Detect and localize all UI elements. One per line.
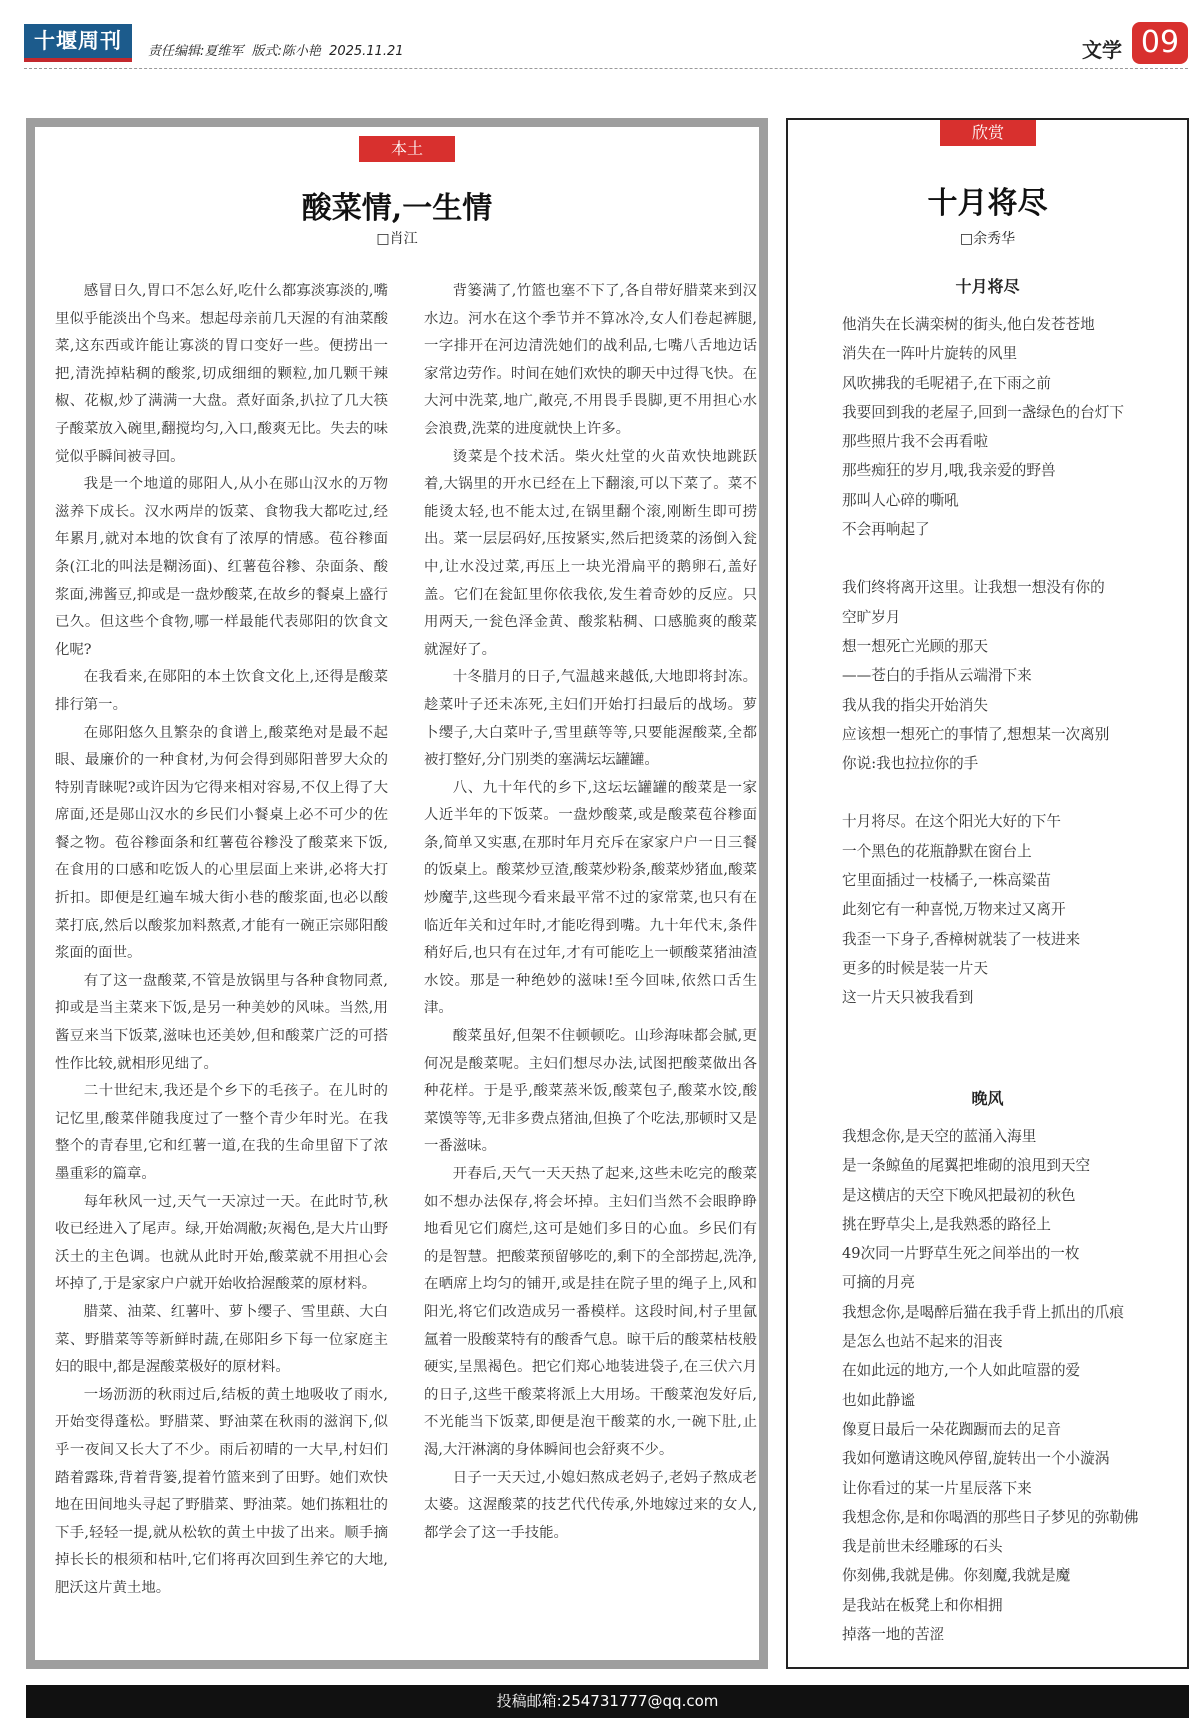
poem-title: 十月将尽 bbox=[955, 277, 1020, 296]
poem-line: 更多的时候是装一片天 bbox=[842, 959, 988, 977]
poem-line: 我从我的指尖开始消失 bbox=[842, 696, 988, 714]
article-paragraph: 背篓满了,竹篮也塞不下了,各自带好腊菜来到汉水边。河水在这个季节并不算冰冷,女人们卷起裤腿,一字排开在河边清洗她们的战利品,七嘴八舌地边话家常边劳作。时间在她们欢快的聊天中过得飞快。在大河中洗菜,地广,敞亮,不用畏手畏脚,更不用担心水会浪费,洗菜的进度就快上许多。 bbox=[424, 283, 757, 437]
article-paragraph: 感冒日久,胃口不怎么好,吃什么都寡淡寡淡的,嘴里似乎能淡出个鸟来。想起母亲前几天渥的有油菜酸菜,这东西或许能让寡淡的胃口变好一些。便捞出一把,清洗掉粘稠的酸浆,切成细细的颗粒,加几颗干辣椒、花椒,炒了满满一大盘。煮好面条,扒拉了几大筷子酸菜放入碗里,翻搅均匀,入口,酸爽无比。失去的味觉似乎瞬间被寻回。 bbox=[55, 283, 388, 465]
poem-line: 不会再响起了 bbox=[842, 521, 930, 539]
poem-line: 应该想一想死亡的事情了,想想某一次离别 bbox=[842, 725, 1110, 743]
poem-line: 那叫人心碎的嘶吼 bbox=[842, 491, 959, 509]
poem-line: 让你看过的某一片星辰落下来 bbox=[842, 1479, 1032, 1497]
poem-line: 可摘的月亮 bbox=[842, 1274, 915, 1292]
poem-line: 这一片天只被我看到 bbox=[842, 989, 974, 1007]
poem-line: 挑在野草尖上,是我熟悉的路径上 bbox=[842, 1215, 1051, 1233]
poem-line: 我想念你,是和你喝酒的那些日子梦见的弥勒佛 bbox=[842, 1508, 1139, 1526]
poem-line: 你说:我也拉拉你的手 bbox=[842, 755, 979, 773]
poem-line: 是怎么也站不起来的泪丧 bbox=[842, 1333, 1003, 1351]
poem-stanza bbox=[842, 1122, 1182, 1649]
article-byline: □肖江 bbox=[376, 231, 418, 247]
poem-line: 那些痴狂的岁月,哦,我亲爱的野兽 bbox=[842, 462, 1056, 480]
poem-body bbox=[842, 310, 1182, 1042]
poem-line: 是一条鲸鱼的尾翼把堆砌的浪甩到天空 bbox=[842, 1157, 1091, 1175]
poem-line: 此刻它有一种喜悦,万物来过又离开 bbox=[842, 901, 1066, 919]
article-paragraph: 我是一个地道的郧阳人,从小在郧山汉水的万物滋养下成长。汉水两岸的饭菜、食物我大都吃过,经年累月,就对本地的饮食有了浓厚的情感。苞谷糁面条(江北的叫法是糊汤面)、红薯苞谷糁、杂面条、酸浆面,沸酱豆,抑或是一盘炒酸菜,在故乡的餐桌上盛行已久。但这些个食物,哪一样最能代表郧阳的饮食文化呢? bbox=[55, 476, 388, 658]
layout-name: 版式:陈小艳 bbox=[251, 44, 321, 59]
poem-line: 也如此静谧 bbox=[842, 1391, 915, 1409]
poem-line: 我歪一下身子,香樟树就装了一枝进来 bbox=[842, 930, 1081, 948]
poem-line: 我们终将离开这里。让我想一想没有你的 bbox=[842, 579, 1105, 597]
header-divider bbox=[24, 68, 1188, 69]
poem-line: 49次同一片野草生死之间举出的一枚 bbox=[842, 1245, 1080, 1263]
poem-line: ——苍白的手指从云端滑下来 bbox=[842, 667, 1032, 685]
poem-title: 晚风 bbox=[971, 1089, 1004, 1108]
article-paragraph: 八、九十年代的乡下,这坛坛罐罐的酸菜是一家人近半年的下饭菜。一盘炒酸菜,或是酸菜苞谷糁面条,简单又实惠,在那时年月充斥在家家户户一日三餐的饭桌上。酸菜炒豆渣,酸菜炒粉条,酸菜炒猪血,酸菜炒魔芋,这些现今看来最平常不过的家常菜,也只有在临近年关和过年时,才能吃得到嘴。九十年代末,条件稍好后,也只有在过年,才有可能吃上一顿酸菜猪油渣水饺。那是一种绝妙的滋味!至今回味,依然口舌生津。 bbox=[424, 779, 757, 1017]
poem-line: 我想念你,是喝醉后猫在我手背上抓出的爪痕 bbox=[842, 1303, 1124, 1321]
article-paragraph: 在郧阳悠久且繁杂的食谱上,酸菜绝对是最不起眼、最廉价的一种食材,为何会得到郧阳普罗大众的特别青睐呢?或许因为它得来相对容易,不仅上得了大席面,还是郧山汉水的乡民们小餐桌上必不可少的佐餐之物。苞谷糁面条和红薯苞谷糁没了酸菜来下饭,在食用的口感和吃饭人的心里层面上来讲,必将大打折扣。即便是红遍车城大街小巷的酸浆面,也必以酸菜打底,然后以酸浆加料熬煮,才能有一碗正宗郧阳酸浆面的面世。 bbox=[55, 724, 388, 962]
page-number: 09 bbox=[1132, 22, 1188, 64]
article-paragraph: 腊菜、油菜、红薯叶、萝卜缨子、雪里蕻、大白菜、野腊菜等等新鲜时蔬,在郧阳乡下每一位家庭主妇的眼中,都是渥酸菜极好的原材料。 bbox=[55, 1303, 388, 1376]
issue-date: 2025.11.21 bbox=[329, 44, 404, 59]
article-paragraph: 开春后,天气一天天热了起来,这些未吃完的酸菜如不想办法保存,将会坏掉。主妇们当然不会眼睁睁地看见它们腐烂,这可是她们多日的心血。乡民们有的是智慧。把酸菜预留够吃的,剩下的全部捞起,洗净,在晒席上均匀的铺开,或是挂在院子里的绳子上,风和阳光,将它们改造成另一番模样。这段时间,村子里氤氲着一股酸菜特有的酸香气息。晾干后的酸菜枯枝般硬实,呈黑褐色。把它们郑心地装进袋子,在三伏六月的日子,这些干酸菜将派上大用场。干酸菜泡发好后,不光能当下饭菜,即便是泡干酸菜的水,一碗下肚,止渴,大汗淋漓的身体瞬间也会舒爽不少。 bbox=[424, 1166, 757, 1458]
poem-stanza bbox=[842, 573, 1182, 778]
masthead-logo: 十堰周刊 bbox=[24, 24, 132, 58]
article-paragraph: 有了这一盘酸菜,不管是放锅里与各种食物同煮,抑或是当主菜来下饭,是另一种美妙的风味。当然,用酱豆来当下饭菜,滋味也还美妙,但和酸菜广泛的可搭性作比较,就相形见绌了。 bbox=[55, 972, 388, 1072]
poem-line: 是我站在板凳上和你相拥 bbox=[842, 1596, 1003, 1614]
poem-line: 我想念你,是天空的蓝涌入海里 bbox=[842, 1128, 1037, 1145]
editor-credits bbox=[148, 40, 408, 59]
article-paragraph: 每年秋风一过,天气一天凉过一天。在此时节,秋收已经进入了尾声。绿,开始凋敝;灰褐色,是大片山野沃土的主色调。也就从此时开始,酸菜就不用担心会坏掉了,于是家家户户就开始收拾渥酸菜的原材料。 bbox=[55, 1193, 388, 1293]
poem-stanza bbox=[842, 310, 1182, 544]
article-paragraph: 日子一天天过,小媳妇熬成老妈子,老妈子熬成老太婆。这渥酸菜的技艺代代传承,外地嫁过来的女人,都学会了这一手技能。 bbox=[424, 1469, 757, 1541]
poem-line: 掉落一地的苦涩 bbox=[842, 1626, 945, 1644]
article-body bbox=[55, 278, 757, 1648]
article-paragraph: 十冬腊月的日子,气温越来越低,大地即将封冻。趁菜叶子还未冻死,主妇们开始打扫最后的战场。萝卜缨子,大白菜叶子,雪里蕻等等,只要能渥酸菜,全都被打整好,分门别类的塞满坛坛罐罐。 bbox=[424, 669, 757, 769]
poem-line: 我是前世未经雕琢的石头 bbox=[842, 1538, 1003, 1556]
poem-line: 你刻佛,我就是佛。你刻魔,我就是魔 bbox=[842, 1567, 1071, 1585]
section-tag: 欣赏 bbox=[940, 120, 1036, 146]
poetry-title: 十月将尽 bbox=[927, 186, 1048, 221]
poem-line: 消失在一阵叶片旋转的风里 bbox=[842, 345, 1018, 363]
poem-stanza bbox=[842, 807, 1182, 1012]
editor-name: 责任编辑:夏维军 bbox=[148, 44, 244, 59]
article-paragraph: 二十世纪末,我还是个乡下的毛孩子。在儿时的记忆里,酸菜伴随我度过了一整个青少年时光。在我整个的青春里,它和红薯一道,在我的生命里留下了浓墨重彩的篇章。 bbox=[55, 1083, 388, 1182]
poem-line: 在如此远的地方,一个人如此喧嚣的爱 bbox=[842, 1362, 1081, 1380]
article-paragraph: 在我看来,在郧阳的本土饮食文化上,还得是酸菜排行第一。 bbox=[55, 669, 388, 713]
section-label: 文学 bbox=[1082, 38, 1122, 62]
poem-line: 风吹拂我的毛呢裙子,在下雨之前 bbox=[842, 374, 1051, 392]
section-tag: 本土 bbox=[359, 136, 455, 162]
poem-line: 它里面插过一枝橘子,一株高粱苗 bbox=[842, 872, 1051, 890]
local-article-box bbox=[26, 118, 768, 1669]
poem-line: 十月将尽。在这个阳光大好的下午 bbox=[842, 813, 1061, 831]
poetry-byline: □余秀华 bbox=[959, 231, 1016, 247]
article-paragraph: 烫菜是个技术活。柴火灶堂的火苗欢快地跳跃着,大锅里的开水已经在上下翻滚,可以下菜了。菜不能烫太轻,也不能太过,在锅里翻个滚,刚断生即可捞出。菜一层层码好,压按紧实,然后把烫菜的汤倒入瓮中,让水没过菜,再压上一块光滑扁平的鹅卵石,盖好盖。它们在瓮缸里你依我依,发生着奇妙的反应。只用两天,一瓮色泽金黄、酸浆粘稠、口感脆爽的酸菜就渥好了。 bbox=[424, 448, 757, 658]
poem-line: 一个黑色的花瓶静默在窗台上 bbox=[842, 842, 1032, 860]
article-title: 酸菜情,一生情 bbox=[301, 191, 493, 226]
poem-body bbox=[842, 1122, 1182, 1678]
poem-line: 那些照片我不会再看啦 bbox=[842, 433, 988, 451]
poem-line: 他消失在长满栾树的街头,他白发苍苍地 bbox=[842, 316, 1095, 333]
article-paragraph: 酸菜虽好,但架不住顿顿吃。山珍海味都会腻,更何况是酸菜呢。主妇们想尽办法,试图把酸菜做出各种花样。于是乎,酸菜蒸米饭,酸菜包子,酸菜水饺,酸菜馍等等,无非多费点猪油,但换了个吃法,那顿时又是一番滋味。 bbox=[424, 1028, 757, 1155]
poem-line: 想一想死亡光顾的那天 bbox=[842, 637, 988, 655]
poem-line: 空旷岁月 bbox=[842, 608, 901, 626]
footer-bar: 投稿邮箱:254731777@qq.com bbox=[26, 1685, 1189, 1718]
page-header bbox=[24, 20, 1188, 68]
poem-line: 我如何邀请这晚风停留,旋转出一个小漩涡 bbox=[842, 1450, 1110, 1468]
poetry-box bbox=[786, 118, 1189, 1669]
poem-line: 像夏日最后一朵花踟蹰而去的足音 bbox=[842, 1420, 1061, 1438]
poem-line: 是这横店的天空下晚风把最初的秋色 bbox=[842, 1186, 1076, 1204]
article-paragraph: 一场沥沥的秋雨过后,结板的黄土地吸收了雨水,开始变得蓬松。野腊菜、野油菜在秋雨的滋润下,似乎一夜间又长大了不少。雨后初晴的一大早,村妇们踏着露珠,背着背篓,提着竹篮来到了田野。她们欢快地在田间地头寻起了野腊菜、野油菜。她们拣粗壮的下手,轻轻一提,就从松软的黄土中拔了出来。顺手摘掉长长的根须和枯叶,它们将再次回到生养它的大地,肥沃这片黄土地。 bbox=[55, 1386, 388, 1596]
poem-line: 我要回到我的老屋子,回到一盏绿色的台灯下 bbox=[842, 403, 1124, 421]
